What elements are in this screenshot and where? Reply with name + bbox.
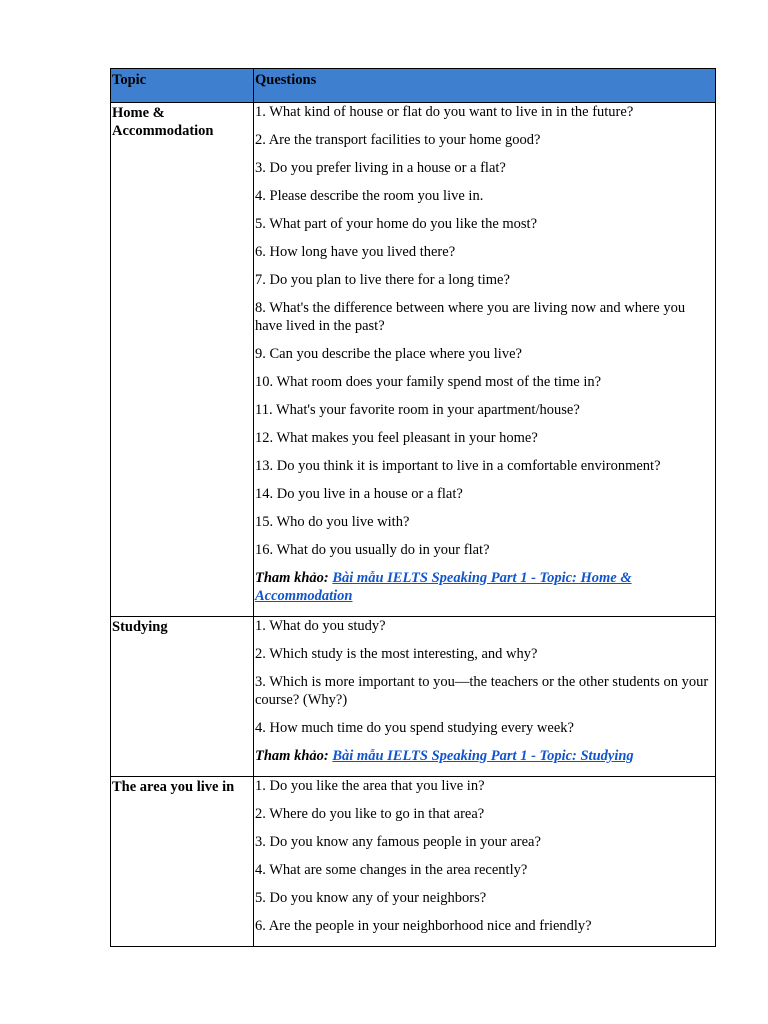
- reference-line: [255, 569, 711, 605]
- question-item: 9. Can you describe the place where you live?: [255, 346, 522, 362]
- topic-cell: [111, 777, 254, 947]
- table-row: [111, 777, 716, 947]
- question-item: 1. What do you study?: [255, 618, 386, 634]
- question-item: 16. What do you usually do in your flat?: [255, 542, 490, 558]
- reference-label: Tham khảo:: [255, 748, 329, 764]
- question-item: 4. What are some changes in the area recently?: [255, 862, 528, 878]
- question-item: 15. Who do you live with?: [255, 514, 410, 530]
- question-item: 3. Do you know any famous people in your area?: [255, 834, 541, 850]
- topic-label: The area you live in: [112, 779, 235, 795]
- topic-cell: [111, 617, 254, 777]
- questions-cell: [254, 103, 716, 617]
- header-questions: [254, 69, 716, 103]
- header-topic-label: Topic: [112, 72, 147, 88]
- header-topic: [111, 69, 254, 103]
- question-item: 8. What's the difference between where you are living now and where you have lived in the past?: [255, 300, 686, 334]
- reference-link[interactable]: Bài mẫu IELTS Speaking Part 1 - Topic: Home & Accommodation: [255, 570, 632, 604]
- question-item: 11. What's your favorite room in your apartment/house?: [255, 402, 580, 418]
- reference-link[interactable]: Bài mẫu IELTS Speaking Part 1 - Topic: Studying: [332, 748, 634, 764]
- question-item: 6. How long have you lived there?: [255, 244, 456, 260]
- question-item: 4. Please describe the room you live in.: [255, 188, 484, 204]
- question-item: 13. Do you think it is important to live in a comfortable environment?: [255, 458, 661, 474]
- question-item: 6. Are the people in your neighborhood nice and friendly?: [255, 918, 592, 934]
- question-item: 1. Do you like the area that you live in?: [255, 778, 485, 794]
- question-item: 3. Do you prefer living in a house or a flat?: [255, 160, 506, 176]
- topic-label: Home & Accommodation: [112, 105, 214, 139]
- reference-label: Tham khảo:: [255, 570, 329, 586]
- table-row: [111, 103, 716, 617]
- topic-cell: [111, 103, 254, 617]
- question-item: 5. Do you know any of your neighbors?: [255, 890, 487, 906]
- questions-cell: [254, 777, 716, 947]
- table-body: [111, 103, 716, 947]
- question-item: 12. What makes you feel pleasant in your home?: [255, 430, 538, 446]
- question-item: 14. Do you live in a house or a flat?: [255, 486, 463, 502]
- question-item: 4. How much time do you spend studying every week?: [255, 720, 574, 736]
- question-item: 1. What kind of house or flat do you want to live in in the future?: [255, 104, 634, 120]
- question-item: 7. Do you plan to live there for a long time?: [255, 272, 510, 288]
- header-questions-label: Questions: [255, 72, 317, 88]
- questions-cell: [254, 617, 716, 777]
- table-header-row: [111, 69, 716, 103]
- question-item: 2. Where do you like to go in that area?: [255, 806, 485, 822]
- question-item: 3. Which is more important to you—the teachers or the other students on your course? (Why?): [255, 674, 709, 708]
- document-page: [110, 68, 715, 947]
- question-item: 5. What part of your home do you like the most?: [255, 216, 538, 232]
- reference-line: [255, 747, 711, 765]
- questions-table: [110, 68, 716, 947]
- table-row: [111, 617, 716, 777]
- topic-label: Studying: [112, 619, 168, 635]
- question-item: 10. What room does your family spend most of the time in?: [255, 374, 602, 390]
- question-item: 2. Are the transport facilities to your home good?: [255, 132, 541, 148]
- question-item: 2. Which study is the most interesting, and why?: [255, 646, 538, 662]
